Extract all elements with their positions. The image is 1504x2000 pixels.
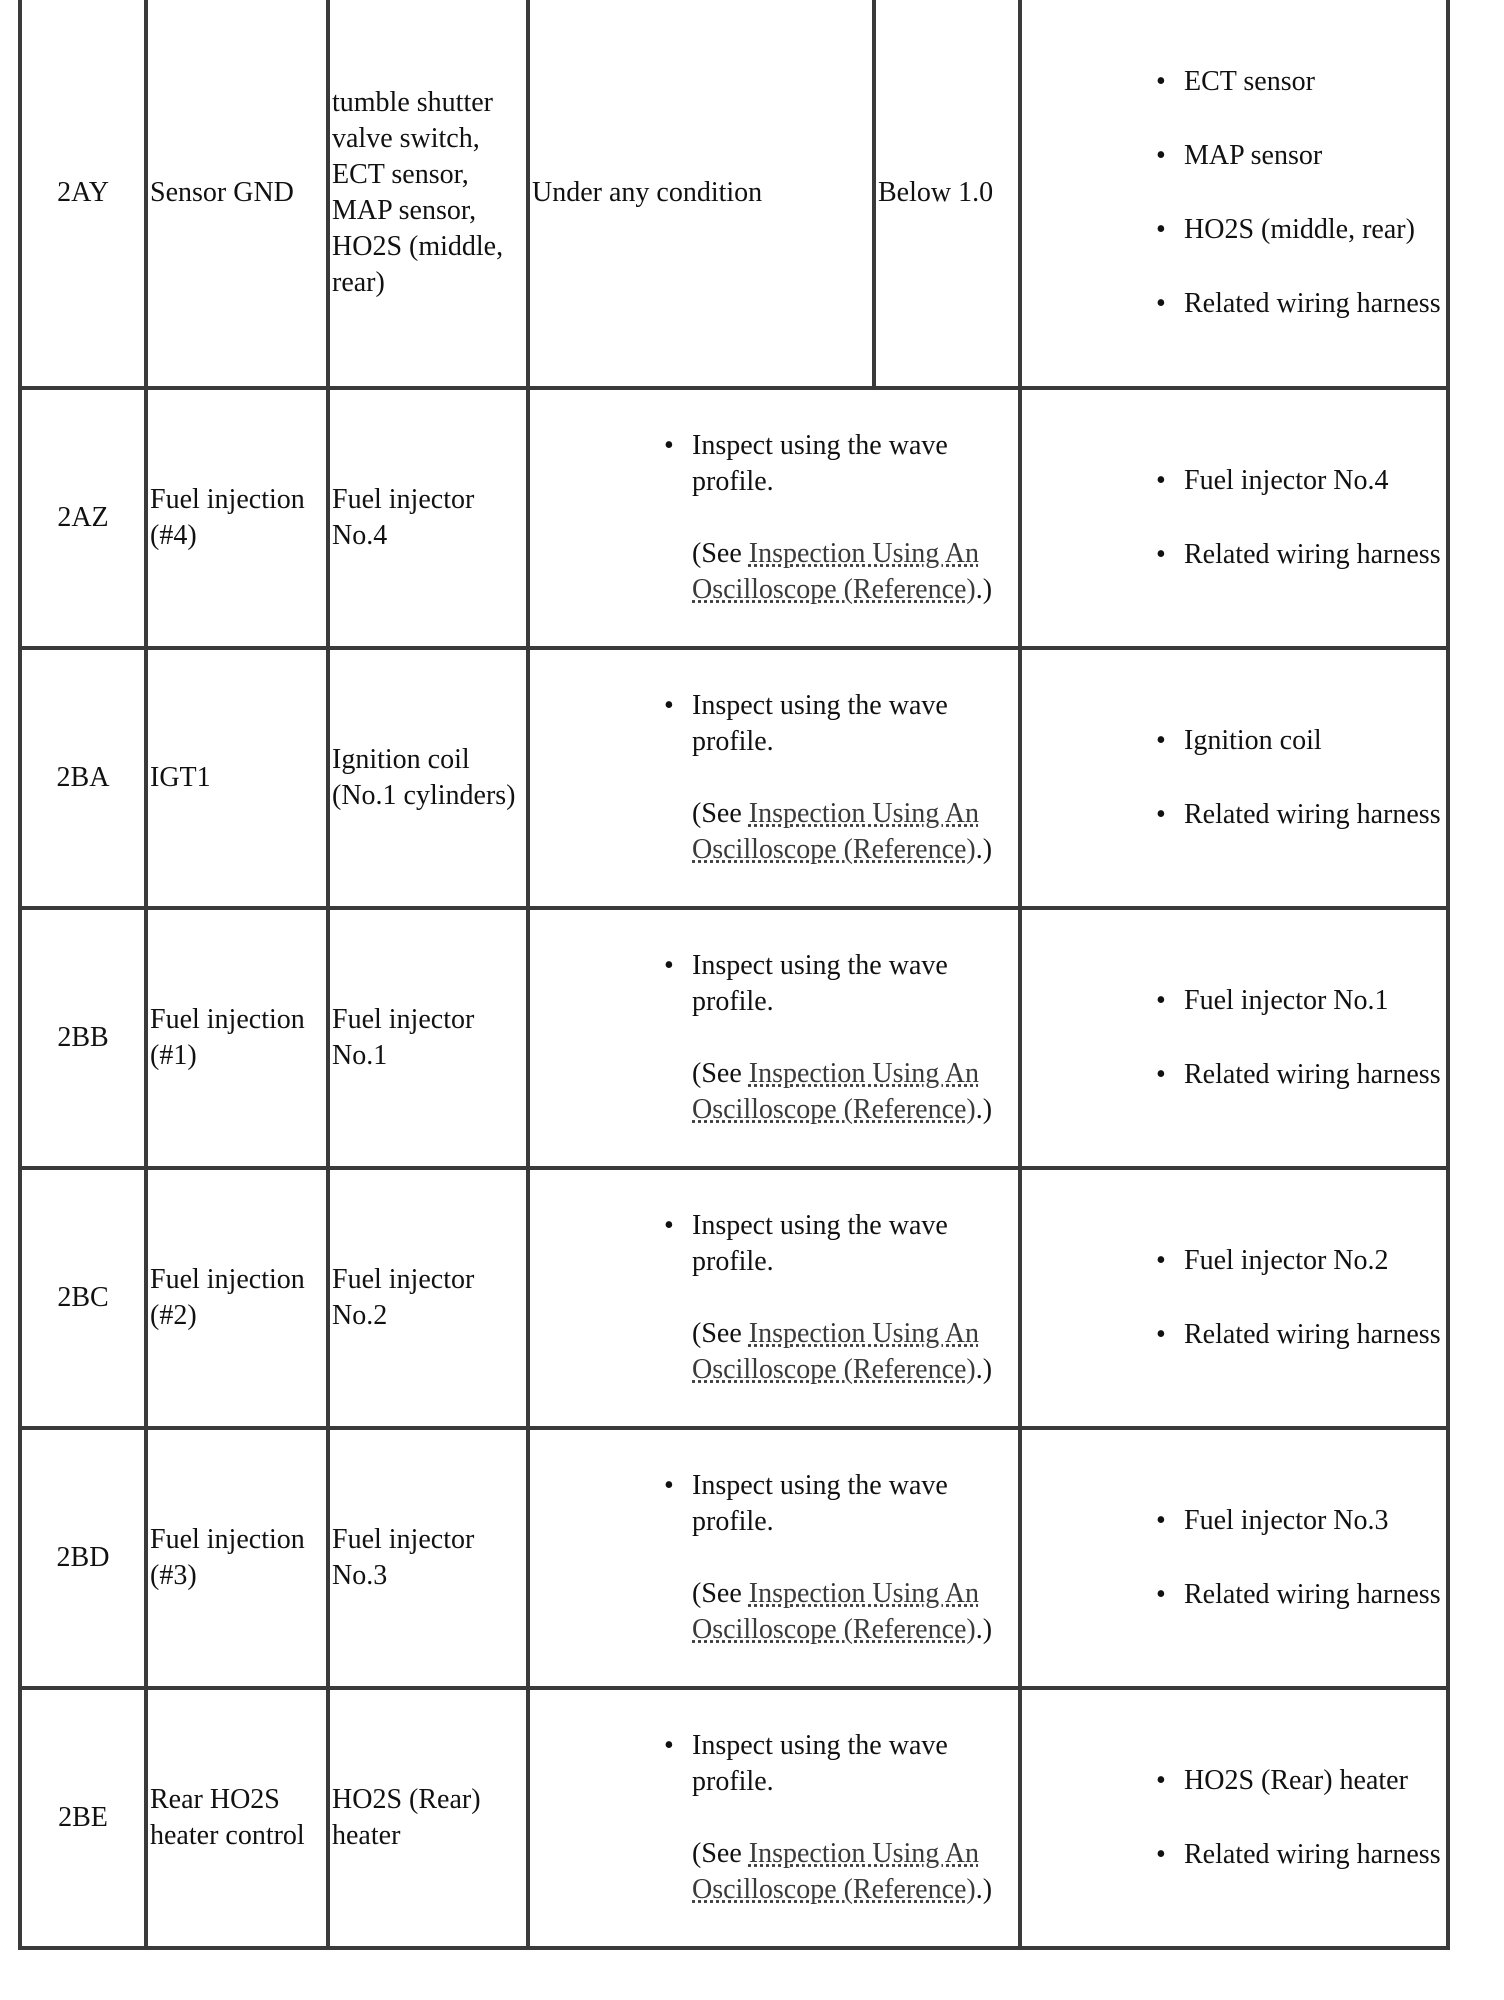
terminal-inspection-table (18, 0, 1450, 1950)
terminal-pin: 2BC (20, 1168, 146, 1428)
list-item: • Fuel injector No.4 (1184, 463, 1444, 499)
list-item: • Inspect using the wave profile. (692, 1728, 1016, 1800)
list-item: • Related wiring harness (1184, 797, 1444, 833)
oscilloscope-reference-link[interactable]: Inspection Using An Oscilloscope (Reference) (692, 1318, 979, 1385)
terminal-pin: 2BE (20, 1688, 146, 1948)
list-item: • Related wiring harness (1184, 1837, 1444, 1873)
list-item: • Related wiring harness (1184, 1317, 1444, 1353)
related-parts (1020, 1168, 1448, 1428)
table-row (20, 908, 1448, 1168)
table-row (20, 648, 1448, 908)
see-reference: (See Inspection Using An Oscilloscope (Reference).) (692, 1578, 993, 1645)
list-item: • Related wiring harness (1184, 1577, 1444, 1613)
connected-to: Fuel injector No.1 (328, 908, 528, 1168)
specified-value: Below 1.0 (874, 0, 1020, 388)
terminal-name: IGT1 (146, 648, 328, 908)
list-item: • Related wiring harness (1184, 286, 1444, 322)
list-item: • HO2S (Rear) heater (1184, 1763, 1444, 1799)
list-item: • ECT sensor (1184, 64, 1444, 100)
oscilloscope-reference-link[interactable]: Inspection Using An Oscilloscope (Reference) (692, 1578, 979, 1645)
list-item: • Fuel injector No.2 (1184, 1243, 1444, 1279)
terminal-name: Fuel injection (#2) (146, 1168, 328, 1428)
list-item: • Inspect using the wave profile. (692, 1208, 1016, 1280)
related-parts (1020, 388, 1448, 648)
see-reference: (See Inspection Using An Oscilloscope (Reference).) (692, 1838, 993, 1905)
terminal-pin: 2BD (20, 1428, 146, 1688)
related-parts (1020, 1428, 1448, 1688)
connected-to: tumble shutter valve switch, ECT sensor, MAP sensor, HO2S (middle, rear) (328, 0, 528, 388)
list-item: • MAP sensor (1184, 138, 1444, 174)
table-row (20, 388, 1448, 648)
list-item: • HO2S (middle, rear) (1184, 212, 1444, 248)
terminal-table-container (18, 0, 1446, 1950)
related-parts (1020, 1688, 1448, 1948)
oscilloscope-reference-link[interactable]: Inspection Using An Oscilloscope (Reference) (692, 1838, 979, 1905)
table-row (20, 1428, 1448, 1688)
list-item: • Fuel injector No.1 (1184, 983, 1444, 1019)
inspection-condition (528, 1168, 1020, 1428)
inspection-condition (528, 1428, 1020, 1688)
oscilloscope-reference-link[interactable]: Inspection Using An Oscilloscope (Reference) (692, 538, 979, 605)
connected-to: Fuel injector No.4 (328, 388, 528, 648)
connected-to: Fuel injector No.3 (328, 1428, 528, 1688)
connected-to: Fuel injector No.2 (328, 1168, 528, 1428)
table-row (20, 1168, 1448, 1428)
inspection-condition (528, 908, 1020, 1168)
list-item: • Inspect using the wave profile. (692, 948, 1016, 1020)
list-item: • Inspect using the wave profile. (692, 428, 1016, 500)
connected-to: HO2S (Rear) heater (328, 1688, 528, 1948)
terminal-name: Fuel injection (#1) (146, 908, 328, 1168)
list-item: • Inspect using the wave profile. (692, 688, 1016, 760)
related-parts (1020, 0, 1448, 388)
terminal-pin: 2BA (20, 648, 146, 908)
terminal-name: Sensor GND (146, 0, 328, 388)
terminal-pin: 2AY (20, 0, 146, 388)
oscilloscope-reference-link[interactable]: Inspection Using An Oscilloscope (Reference) (692, 798, 979, 865)
see-reference: (See Inspection Using An Oscilloscope (Reference).) (692, 1318, 993, 1385)
inspection-condition (528, 1688, 1020, 1948)
list-item: • Inspect using the wave profile. (692, 1468, 1016, 1540)
terminal-pin: 2AZ (20, 388, 146, 648)
terminal-name: Fuel injection (#3) (146, 1428, 328, 1688)
list-item: • Fuel injector No.3 (1184, 1503, 1444, 1539)
related-parts (1020, 648, 1448, 908)
oscilloscope-reference-link[interactable]: Inspection Using An Oscilloscope (Reference) (692, 1058, 979, 1125)
see-reference: (See Inspection Using An Oscilloscope (Reference).) (692, 1058, 993, 1125)
connected-to: Ignition coil (No.1 cylinders) (328, 648, 528, 908)
see-reference: (See Inspection Using An Oscilloscope (Reference).) (692, 798, 993, 865)
inspection-condition (528, 648, 1020, 908)
see-reference: (See Inspection Using An Oscilloscope (Reference).) (692, 538, 993, 605)
list-item: • Ignition coil (1184, 723, 1444, 759)
related-parts (1020, 908, 1448, 1168)
terminal-name: Rear HO2S heater control (146, 1688, 328, 1948)
list-item: • Related wiring harness (1184, 537, 1444, 573)
inspection-condition (528, 388, 1020, 648)
list-item: • Related wiring harness (1184, 1057, 1444, 1093)
terminal-pin: 2BB (20, 908, 146, 1168)
condition: Under any condition (528, 0, 874, 388)
table-row (20, 1688, 1448, 1948)
terminal-name: Fuel injection (#4) (146, 388, 328, 648)
table-row (20, 0, 1448, 388)
